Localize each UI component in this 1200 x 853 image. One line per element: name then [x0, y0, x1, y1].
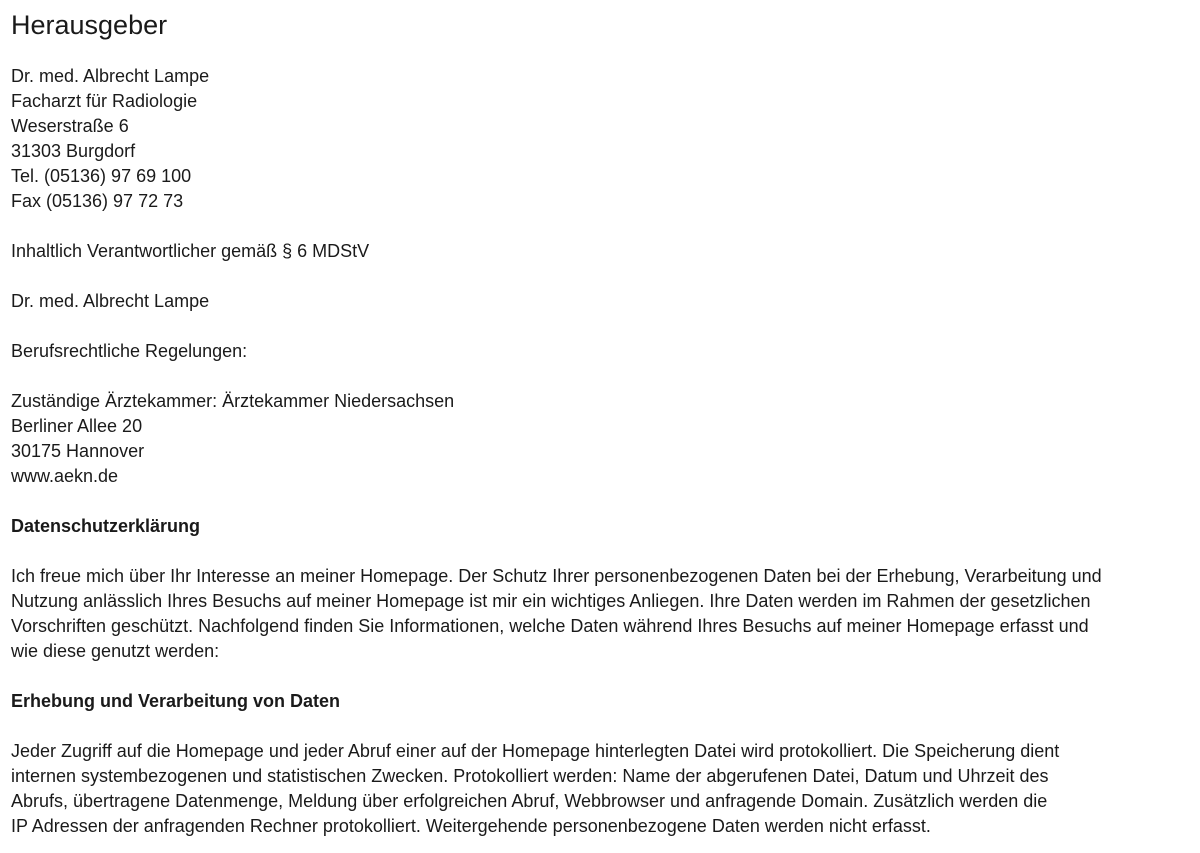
spacer [11, 539, 1186, 564]
publisher-specialty: Facharzt für Radiologie [11, 91, 198, 111]
chamber-website-link[interactable]: www.aekn.de [11, 466, 119, 486]
chamber-street: Berliner Allee 20 [11, 416, 143, 436]
privacy-heading: Datenschutzerklärung [11, 516, 201, 536]
spacer [11, 214, 1186, 239]
publisher-street: Weserstraße 6 [11, 116, 129, 136]
privacy-line: Ich freue mich über Ihr Interesse an meiner Homepage. Der Schutz Ihrer personenbezogenen Daten bei der Erhebung, Verarbeitung und [11, 566, 1102, 586]
chamber-address [11, 389, 1186, 489]
privacy-line: wie diese genutzt werden: [11, 641, 220, 661]
chamber-line: Zuständige Ärztekammer: Ärztekammer Niedersachsen [11, 391, 455, 411]
privacy-line: Vorschriften geschützt. Nachfolgend finden Sie Informationen, welche Daten während Ihres Besuchs auf meiner Homepage erfasst und [11, 616, 1089, 636]
responsible-name: Dr. med. Albrecht Lampe [11, 291, 210, 311]
publisher-address [11, 64, 1186, 214]
spacer [11, 264, 1186, 289]
privacy-line: Nutzung anlässlich Ihres Besuchs auf meiner Homepage ist mir ein wichtiges Anliegen. Ihre Daten werden im Rahmen der gesetzlichen [11, 591, 1091, 611]
spacer [11, 314, 1186, 339]
data-collection-paragraph [11, 739, 1186, 839]
spacer [11, 42, 1186, 64]
responsible-label: Inhaltlich Verantwortlicher gemäß § 6 MDStV [11, 241, 370, 261]
spacer [11, 664, 1186, 689]
privacy-paragraph [11, 564, 1186, 664]
chamber-city: 30175 Hannover [11, 441, 145, 461]
publisher-fax: Fax (05136) 97 72 73 [11, 191, 184, 211]
data-collection-line: Jeder Zugriff auf die Homepage und jeder Abruf einer auf der Homepage hinterlegten Datei wird protokolliert. Die Speicherung dient [11, 741, 1060, 761]
spacer [11, 714, 1186, 739]
spacer [11, 364, 1186, 389]
data-collection-line: internen systembezogenen und statistischen Zwecken. Protokolliert werden: Name der abgerufenen Datei, Datum und Uhrzeit des [11, 766, 1049, 786]
data-collection-line: Abrufs, übertragene Datenmenge, Meldung über erfolgreichen Abruf, Webbrowser und anfragende Domain. Zusätzlich werden die [11, 791, 1048, 811]
page-title: Herausgeber [11, 10, 168, 40]
publisher-phone: Tel. (05136) 97 69 100 [11, 166, 192, 186]
spacer [11, 489, 1186, 514]
regulations-label: Berufsrechtliche Regelungen: [11, 341, 248, 361]
data-collection-heading: Erhebung und Verarbeitung von Daten [11, 691, 341, 711]
publisher-name: Dr. med. Albrecht Lampe [11, 66, 210, 86]
data-collection-line: IP Adressen der anfragenden Rechner protokolliert. Weitergehende personenbezogene Daten werden nicht erfasst. [11, 816, 931, 836]
publisher-city: 31303 Burgdorf [11, 141, 136, 161]
